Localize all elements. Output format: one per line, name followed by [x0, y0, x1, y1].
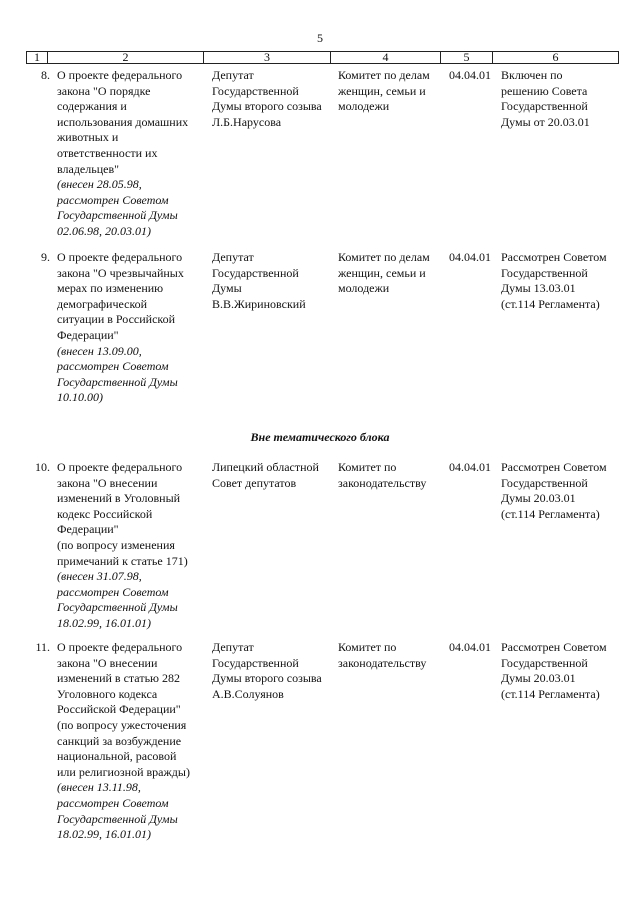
responsible-committee-line: женщин, семьи и: [338, 265, 426, 280]
responsible-committee-line: Комитет по делам: [338, 68, 430, 82]
bill-author: [212, 460, 336, 491]
bill-status: [501, 68, 619, 130]
bill-author-line: Липецкий областной: [212, 460, 319, 474]
bill-title-line: изменений в статью 282: [57, 671, 181, 686]
bill-author-line: Государственной: [212, 265, 299, 280]
bill-author-line: А.В.Солуянов: [212, 686, 284, 701]
bill-title-line: Федерации": [57, 327, 119, 342]
bill-title-line: ответственности их: [57, 145, 158, 160]
bill-status-line: Государственной: [501, 655, 588, 670]
responsible-committee-line: женщин, семьи и: [338, 83, 426, 98]
bill-author-line: Депутат: [212, 250, 254, 264]
row-number: 9.: [41, 250, 50, 264]
bill-title-line: Уголовного кодекса: [57, 686, 158, 701]
responsible-committee: [338, 640, 446, 671]
row-number: 11.: [35, 640, 50, 654]
bill-status-line: Думы 13.03.01: [501, 281, 576, 296]
bill-note-line: Государственной Думы: [57, 374, 178, 389]
bill-note-line: 10.10.00): [57, 390, 103, 405]
bill-title: [57, 460, 202, 632]
bill-note-line: Государственной Думы: [57, 208, 178, 223]
bill-title-line: О проекте федерального: [57, 460, 183, 474]
bill-status-line: Государственной: [501, 265, 588, 280]
bill-title-line: животных и: [57, 130, 119, 145]
bill-author-line: Думы второго созыва: [212, 671, 322, 686]
bill-note-line: Государственной Думы: [57, 600, 178, 615]
bill-title-line: О проекте федерального: [57, 250, 183, 264]
bill-author-line: Л.Б.Нарусова: [212, 114, 282, 129]
bill-status-line: Думы от 20.03.01: [501, 114, 590, 129]
bill-status-line: Рассмотрен Советом: [501, 640, 607, 654]
bill-title-line: или религиозной вражды): [57, 764, 190, 779]
bill-status-line: Государственной: [501, 99, 588, 114]
responsible-committee-line: законодательству: [338, 475, 427, 490]
bill-title-line: О проекте федерального: [57, 640, 183, 654]
bill-note-line: 18.02.99, 16.01.01): [57, 827, 151, 842]
bill-note-line: (внесен 28.05.98,: [57, 177, 142, 192]
bill-note-line: рассмотрен Советом: [57, 584, 169, 599]
bill-note-line: (внесен 31.07.98,: [57, 569, 142, 584]
bill-title-line: О проекте федерального: [57, 68, 183, 82]
bill-title-line: примечаний к статье 171): [57, 553, 188, 568]
bill-title-line: национальной, расовой: [57, 749, 177, 764]
bill-title: [57, 68, 202, 240]
row-number: 10.: [35, 460, 50, 474]
bill-author-line: Думы: [212, 281, 242, 296]
section-title: Вне тематического блока: [250, 430, 390, 444]
responsible-committee-line: молодежи: [338, 281, 390, 296]
bill-title-line: закона "О порядке: [57, 83, 151, 98]
bill-status-line: Рассмотрен Советом: [501, 460, 607, 474]
column-header-row: [27, 52, 619, 64]
bill-status-line: (ст.114 Регламента): [501, 296, 600, 311]
bill-title-line: кодекс Российской: [57, 506, 153, 521]
bill-note-line: (внесен 13.11.98,: [57, 780, 141, 795]
bill-title-line: (по вопросу изменения: [57, 537, 175, 552]
bill-author-line: Депутат: [212, 640, 254, 654]
bill-title-line: ситуации в Российской: [57, 312, 176, 327]
bill-date: 04.04.01: [449, 68, 491, 82]
column-header-5: 5: [441, 52, 493, 64]
bill-author: [212, 250, 336, 312]
bill-title-line: санкций за возбуждение: [57, 733, 182, 748]
bill-title-line: Федерации": [57, 522, 119, 537]
bill-author-line: В.В.Жириновский: [212, 296, 306, 311]
row-number: 8.: [41, 68, 50, 82]
responsible-committee-line: молодежи: [338, 99, 390, 114]
bill-title-line: закона "О внесении: [57, 475, 158, 490]
bill-author: [212, 68, 336, 130]
responsible-committee: [338, 250, 446, 297]
column-header-table: [26, 51, 619, 64]
bill-title-line: (по вопросу ужесточения: [57, 717, 187, 732]
bill-note-line: 18.02.99, 16.01.01): [57, 615, 151, 630]
bill-date: 04.04.01: [449, 250, 491, 264]
bill-note-line: рассмотрен Советом: [57, 359, 169, 374]
bill-title-line: мерах по изменению: [57, 281, 164, 296]
bill-author-line: Государственной: [212, 655, 299, 670]
bill-title-line: использования домашних: [57, 114, 189, 129]
bill-title-line: закона "О внесении: [57, 655, 158, 670]
bill-title-line: закона "О чрезвычайных: [57, 265, 184, 280]
bill-status-line: Включен по: [501, 68, 563, 82]
bill-note-line: рассмотрен Советом: [57, 192, 169, 207]
bill-title-line: Российской Федерации": [57, 702, 181, 717]
bill-note-line: рассмотрен Советом: [57, 795, 169, 810]
column-header-1: 1: [27, 52, 48, 64]
responsible-committee-line: Комитет по делам: [338, 250, 430, 264]
bill-status-line: Рассмотрен Советом: [501, 250, 607, 264]
bill-title-line: демографической: [57, 296, 148, 311]
bill-author-line: Депутат: [212, 68, 254, 82]
bill-status: [501, 250, 619, 312]
bill-status-line: (ст.114 Регламента): [501, 686, 600, 701]
bill-title: [57, 250, 202, 406]
bill-title: [57, 640, 202, 843]
bill-status: [501, 460, 619, 522]
bill-status-line: (ст.114 Регламента): [501, 506, 600, 521]
column-header-4: 4: [331, 52, 441, 64]
responsible-committee-line: законодательству: [338, 655, 427, 670]
bill-status-line: Думы 20.03.01: [501, 491, 576, 506]
responsible-committee-line: Комитет по: [338, 460, 397, 474]
bill-author-line: Думы второго созыва: [212, 99, 322, 114]
bill-author-line: Совет депутатов: [212, 475, 297, 490]
bill-date: 04.04.01: [449, 460, 491, 474]
responsible-committee: [338, 68, 446, 115]
bill-status-line: Государственной: [501, 475, 588, 490]
column-header-6: 6: [493, 52, 619, 64]
bill-title-line: изменений в Уголовный: [57, 491, 181, 506]
bill-author: [212, 640, 336, 702]
column-header-2: 2: [48, 52, 204, 64]
bill-note-line: 02.06.98, 20.03.01): [57, 223, 151, 238]
responsible-committee: [338, 460, 446, 491]
bill-title-line: владельцев": [57, 161, 120, 176]
bill-author-line: Государственной: [212, 83, 299, 98]
bill-status: [501, 640, 619, 702]
bill-status-line: Думы 20.03.01: [501, 671, 576, 686]
page-number: 5: [317, 31, 323, 45]
responsible-committee-line: Комитет по: [338, 640, 397, 654]
bill-note-line: (внесен 13.09.00,: [57, 343, 142, 358]
column-header-3: 3: [204, 52, 331, 64]
bill-title-line: содержания и: [57, 99, 127, 114]
bill-note-line: Государственной Думы: [57, 811, 178, 826]
bill-status-line: решению Совета: [501, 83, 588, 98]
bill-date: 04.04.01: [449, 640, 491, 654]
